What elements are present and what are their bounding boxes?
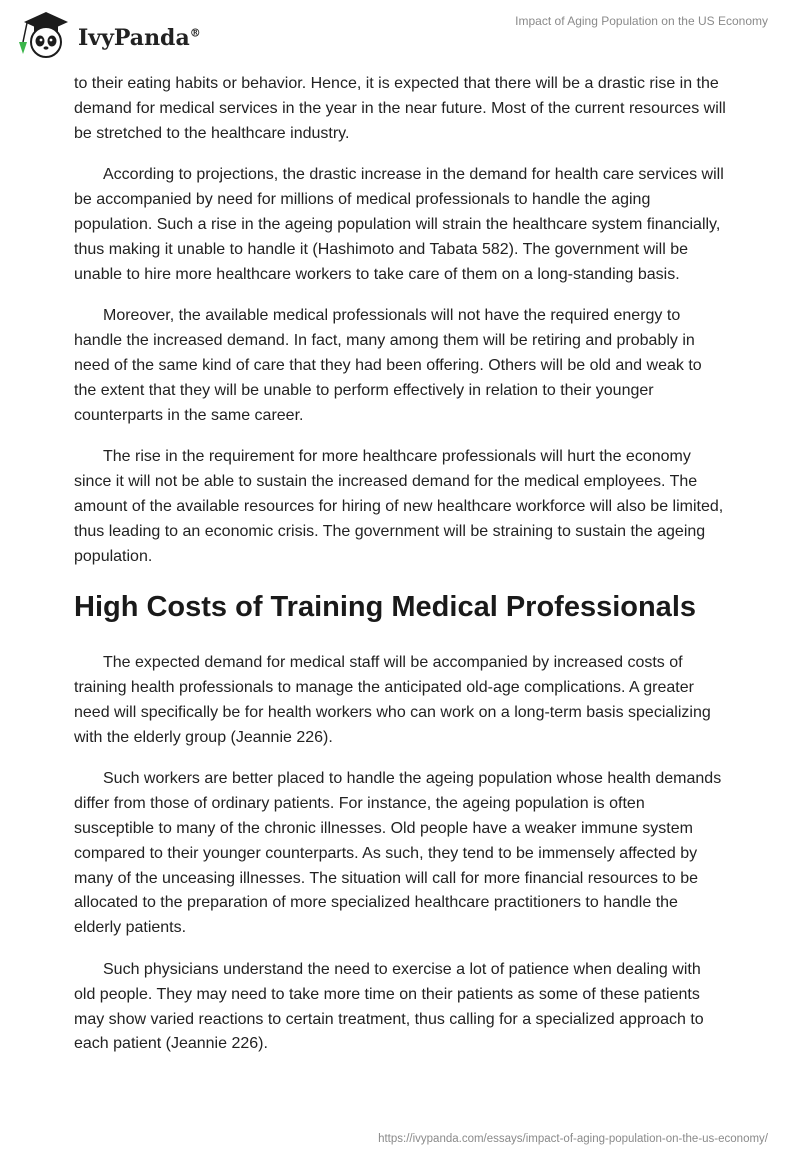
panda-graduate-icon xyxy=(14,8,76,62)
page-header xyxy=(0,0,800,70)
paragraph: The expected demand for medical staff will be accompanied by increased costs of training health professionals to manage the anticipated old-age complications. A greater need will specifically be for health workers who can work on a long-term basis specializing with the elderly group (Jeannie 226). xyxy=(74,654,711,746)
paragraph: Such workers are better placed to handle the ageing population whose health demands differ from those of ordinary patients. For instance, the ageing population is often susceptible to many of the chronic illnesses. Old people have a weaker immune system compared to their younger counterparts. As such, they tend to be immensely affected by many of the unceasing illnesses. The situation will call for more financial resources to be allocated to the preparation of more specialized healthcare practitioners to handle the elderly patients. xyxy=(74,770,722,937)
paragraph-continued: to their eating habits or behavior. Hence, it is expected that there will be a drastic rise in the demand for medical services in the year in the near future. Most of the current resources will be stretched to the healthcare industry. xyxy=(74,75,726,142)
document-title: Impact of Aging Population on the US Economy xyxy=(515,14,768,28)
paragraph: Moreover, the available medical professionals will not have the required energy to handle the increased demand. In fact, many among them will be retiring and probably in need of the same kind of care that they had been offering. Others will be old and weak to the extent that they will be unable to perform effectively in relation to their younger counterparts in the same career. xyxy=(74,307,702,424)
essay-body xyxy=(74,72,726,1074)
section-heading: High Costs of Training Medical Professionals xyxy=(74,591,696,624)
paragraph: Such physicians understand the need to exercise a lot of patience when dealing with old people. They may need to take more time on their patients as some of these patients may show varied reactions to certain treatment, thus calling for a specialized approach to each patient (Jeannie 226). xyxy=(74,960,704,1053)
paragraph: The rise in the requirement for more healthcare professionals will hurt the economy since it will not be able to sustain the increased demand for the medical employees. The amount of the available resources for hiring of new healthcare workforce will also be limited, thus leading to an economic crisis. The government will be straining to sustain the ageing population. xyxy=(74,448,724,565)
source-url[interactable]: https://ivypanda.com/essays/impact-of-aging-population-on-the-us-economy/ xyxy=(378,1133,768,1145)
paragraph: According to projections, the drastic increase in the demand for health care services will be accompanied by need for millions of medical professionals to handle the aging population. Such a rise in the ageing population will strain the healthcare system financially, thus making it unable to handle it (Hashimoto and Tabata 582). The government will be unable to hire more healthcare workers to take care of them on a long-standing basis. xyxy=(74,166,724,283)
brand-name: IvyPanda® xyxy=(78,25,201,51)
ivypanda-logo[interactable] xyxy=(14,8,201,62)
